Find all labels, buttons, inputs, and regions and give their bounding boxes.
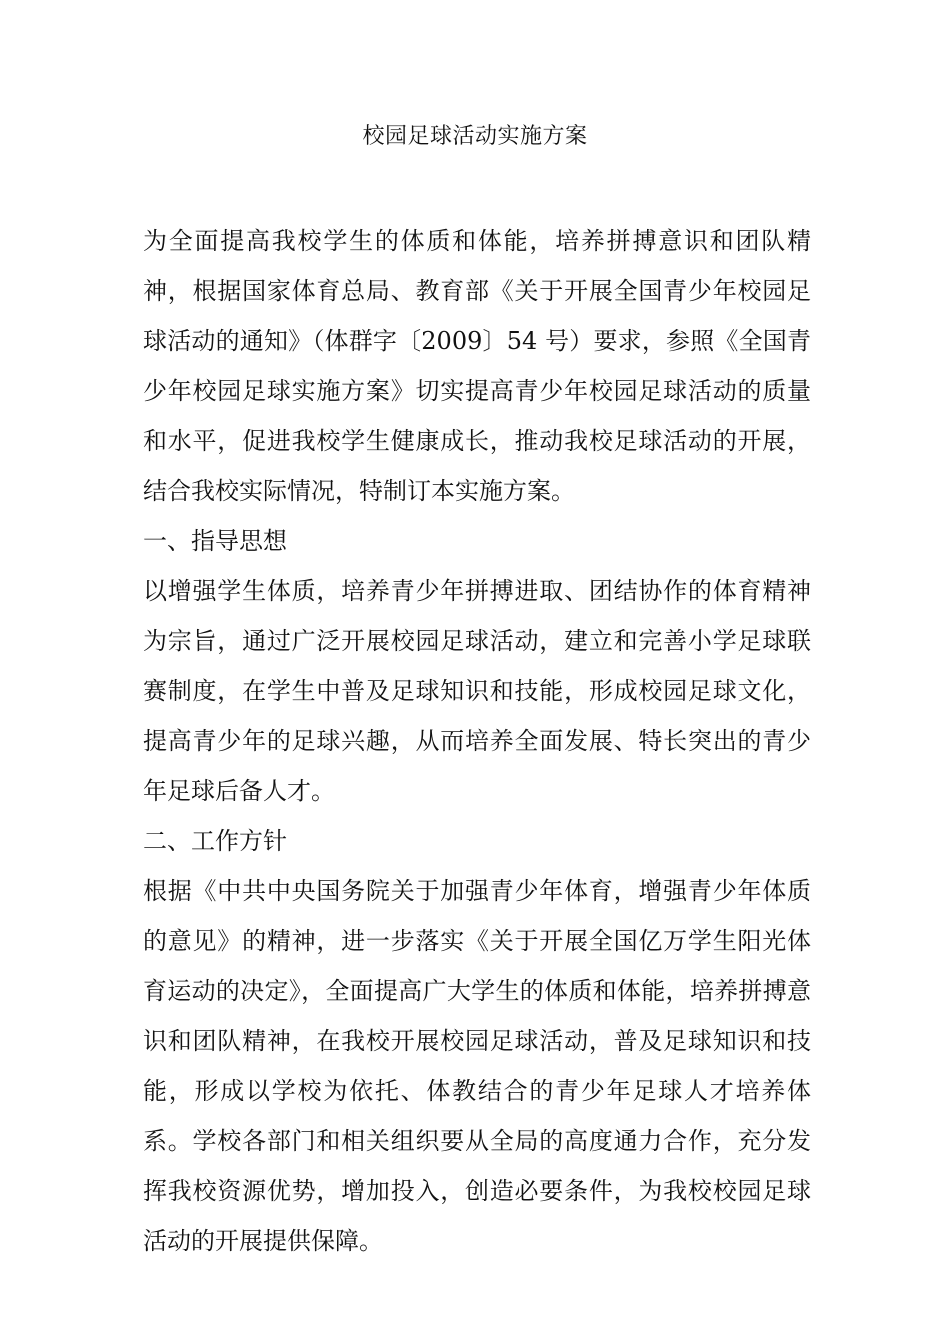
work-policy-paragraph: 根据《中共中央国务院关于加强青少年体育，增强青少年体质的意见》的精神，进一步落实《关于开展全国亿万学生阳光体育运动的决定》，全面提高广大学生的体质和体能，培养拼搏意识和团队精神，在我校开展校园足球活动，普及足球知识和技能，形成以学校为依托、体教结合的青少年足球人才培养体系。学校各部门和相关组织要从全局的高度通力合作，充分发挥我校资源优势，增加投入，创造必要条件，为我校校园足球活动的开展提供保障。: [143, 877, 811, 1255]
document-body: [143, 216, 811, 1266]
document-title: 校园足球活动实施方案: [362, 124, 588, 149]
guiding-thought-paragraph: 以增强学生体质，培养青少年拼搏进取、团结协作的体育精神为宗旨，通过广泛开展校园足球活动，建立和完善小学足球联赛制度，在学生中普及足球知识和技能，形成校园足球文化，提高青少年的足球兴趣，从而培养全面发展、特长突出的青少年足球后备人才。: [143, 577, 811, 805]
intro-paragraph: 为全面提高我校学生的体质和体能，培养拼搏意识和团队精神，根据国家体育总局、教育部《关于开展全国青少年校园足球活动的通知》（体群字〔2009〕54 号）要求，参照《全国青少年校园足球实施方案》切实提高青少年校园足球活动的质量和水平，促进我校学生健康成长，推动我校足球活动的开展，结合我校实际情况，特制订本实施方案。: [143, 227, 811, 505]
section-heading-guiding-thought: 一、指导思想: [143, 527, 287, 555]
section-heading-work-policy: 二、工作方针: [143, 827, 287, 855]
